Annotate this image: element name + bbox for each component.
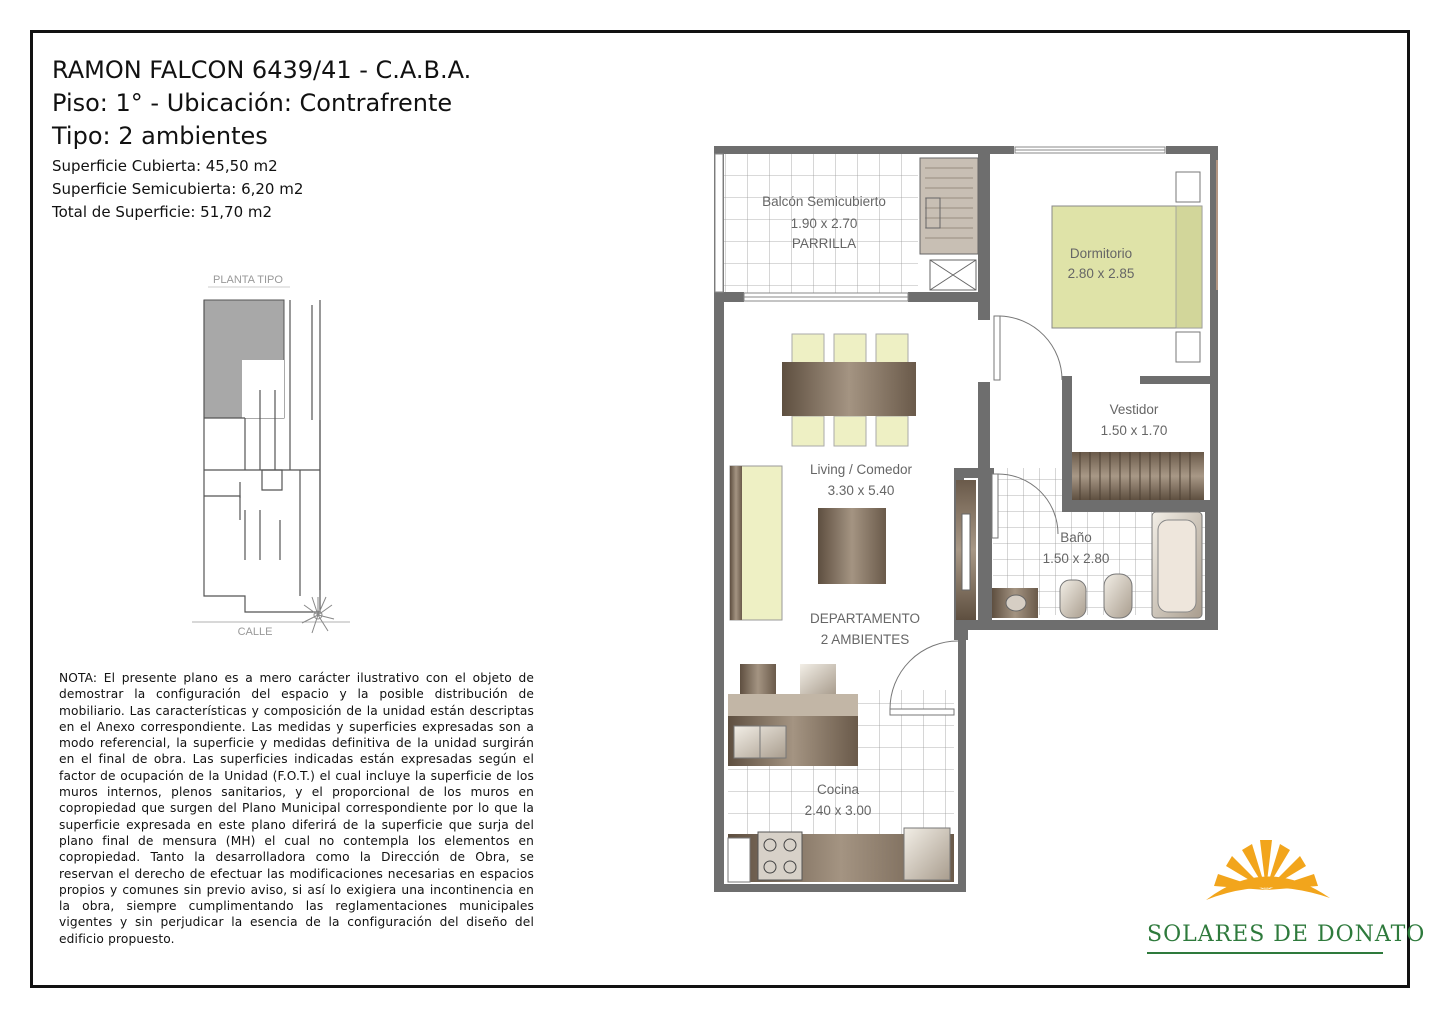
key-plan-title: PLANTA TIPO: [213, 274, 283, 286]
street-label: CALLE: [237, 626, 273, 638]
balcony-extra: PARRILLA: [791, 236, 857, 251]
balcony-label: Balcón Semicubierto: [762, 194, 886, 209]
living-label: Living / Comedor: [809, 462, 913, 477]
dining-table-icon: [782, 362, 916, 416]
fridge-icon: [904, 828, 950, 880]
unit-type: Tipo: 2 ambientes: [52, 122, 268, 150]
bath-dims: 1.50 x 2.80: [1042, 551, 1110, 566]
total-area: Total de Superficie: 51,70 m2: [52, 203, 273, 221]
toilet-icon: [1104, 574, 1132, 618]
grill-icon: [920, 158, 978, 254]
bedroom-label: Dormitorio: [1069, 246, 1133, 261]
disclaimer-note: NOTA: El presente plano es a mero carácter ilustrativo con el objeto de demostrar la configuración del espacio y la posible distribución de mobiliario. Las características y composición de la unidad están descriptas en el Anexo correspondiente. Las medidas y superficies expresadas son a modo referencial, la superficie y medidas definitiva de la unidad surgirán en el final de obra. Las superficies indicadas están expresadas según el factor de ocupación de la Unidad (F.O.T.) el cual incluye la superficie de los muros internos, plenos sanitarios, y el proporcional de los muros en copropiedad que surgen del Plano Municipal correspondiente por lo que la superficie expresada en este plano diferirá de la superficie que surja del plano final de mensura (MH) el cual no contempla los elementos en copropiedad. Tanto la desarrolladora como la Dirección de Obra, se reservan el derecho de efectuar las modificaciones necesarias en espacios propios y comunes sin previo aviso, si así lo exigiera una incontinencia en la obra, siempre cumplimentando las reglamentaciones municipales vigentes y sin perjudicar la esencia de la configuración del diseño del edificio propuesto.: [59, 671, 534, 946]
sun-icon: [1206, 840, 1330, 900]
nightstand-icon: [1176, 332, 1200, 362]
closet-icon: [1072, 452, 1204, 500]
covered-area: Superficie Cubierta: 45,50 m2: [52, 157, 278, 175]
stove-icon: [758, 832, 802, 880]
dining-set: [782, 334, 916, 446]
nightstand-icon: [1176, 172, 1200, 202]
address-title: RAMON FALCON 6439/41 - C.A.B.A.: [52, 56, 472, 84]
bidet-icon: [1060, 580, 1086, 618]
coffee-table-icon: [818, 508, 886, 584]
floor-location: Piso: 1° - Ubicación: Contrafrente: [52, 89, 453, 117]
bath-label: Baño: [1060, 530, 1092, 545]
closet-dims: 1.50 x 1.70: [1100, 423, 1168, 438]
tree-icon: [302, 597, 334, 633]
key-plan: [192, 274, 350, 638]
semicovered-area: Superficie Semicubierta: 6,20 m2: [52, 180, 304, 198]
balcony-dims: 1.90 x 2.70: [790, 216, 858, 231]
brand-name: SOLARES DE DONATO: [1147, 922, 1426, 947]
living-dims: 3.30 x 5.40: [827, 483, 895, 498]
unit-label: DEPARTAMENTO: [809, 611, 921, 626]
kitchen-label: Cocina: [816, 782, 860, 797]
bedroom-dims: 2.80 x 2.85: [1067, 266, 1135, 281]
closet-label: Vestidor: [1109, 402, 1159, 417]
unit-label-2: 2 AMBIENTES: [820, 632, 910, 647]
brand-underline: [1147, 952, 1383, 954]
kitchen-dims: 2.40 x 3.00: [804, 803, 872, 818]
